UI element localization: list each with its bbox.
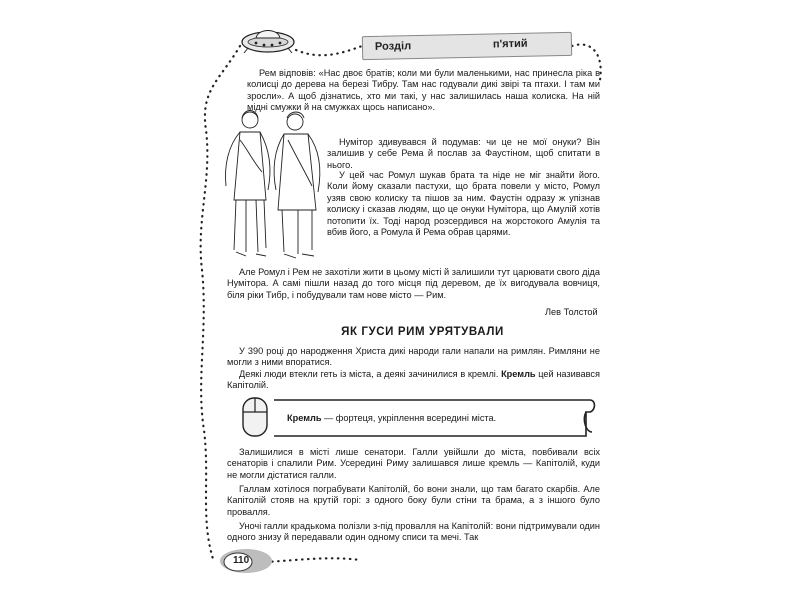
- story2-title: ЯК ГУСИ РИМ УРЯТУВАЛИ: [341, 326, 504, 338]
- story2-paragraph-1: У 390 році до народження Христа дикі народи гали напали на римлян. Римляни не могли з ними впоратися.: [227, 346, 600, 368]
- ufo-icon: [242, 31, 294, 54]
- story1-paragraph-2: Нумітор здивувався й подумав: чи це не мої онуки? Він залишив у себе Рема й послав за Фаустіном, щоб спитати в нього.: [327, 137, 600, 170]
- note-definition: — фортеця, укріплення всередині міста.: [321, 413, 497, 423]
- story1-paragraph-3: У цей час Ромул шукав брата та ніде не міг знайти його. Коли йому сказали пастухи, що брата повели у місто, Ромул узяв свою колиску та пішов за ним. Фаустін одразу ж упізнав колиску і сказав людям, що це онуки Нумітора, що Амулій хотів потопити їх. Тоді народ розсердився на жорстокого Амулія та вбив його, а Ромула й Рема обрав царями.: [327, 170, 600, 238]
- story1-paragraph-4: Але Ромул і Рем не захотіли жити в цьому місті й залишили тут царювати свого діда Нумітора. А самі пішли назад до того місця під деревом, де їх вигодувала вовчиця, біля ріки Тибр, і побудували там нове місто — Рим.: [227, 267, 600, 300]
- chapter-header: [362, 32, 572, 60]
- story1-author: Лев Толстой: [545, 307, 598, 317]
- mouse-icon: [243, 398, 267, 436]
- story2-paragraph-3: Залишилися в місті лише сенатори. Галли увійшли до міста, повбивали всіх сенаторів і спалили Рим. Усередині Риму залишався лише кремль — Капітолій, куди не могли дістатися галли.: [227, 447, 600, 480]
- chapter-word-2: п'ятий: [492, 37, 528, 51]
- story1-paragraph-1: Рем відповів: «Нас двоє братів; коли ми були маленькими, нас принесла ріка в колисці до дерева на березі Тибру. Там нас годували дикі звірі та птахи. І там ми зросли». А щоб дізнатись, хто ми такі, у нас залишилась наша колиска. На ній мідні смужки й на смужках щось написано».: [247, 68, 600, 113]
- story2-paragraph-2: Деякі люди втекли геть із міста, а деякі зачинилися в кремлі. Кремль цей називався Капітолій.: [227, 369, 600, 391]
- roman-figures-illustration: [226, 111, 320, 259]
- story2-paragraph-4: Галлам хотілося пограбувати Капітолій, бо вони знали, що там багато скарбів. Але Капітолій стояв на крутій горі: з одного боку були стіни та брама, а з іншого було провалля.: [227, 484, 600, 517]
- chapter-word-1: Розділ: [374, 40, 412, 53]
- story2-paragraph-5: Уночі галли крадькома полізли з-під провалля на Капітолій: вони підтримували один одного знизу й передавали один одному списи та мечі. Так: [227, 521, 600, 543]
- page-number: 110: [233, 555, 250, 566]
- note-term: Кремль: [287, 413, 322, 423]
- definition-note: [287, 413, 496, 423]
